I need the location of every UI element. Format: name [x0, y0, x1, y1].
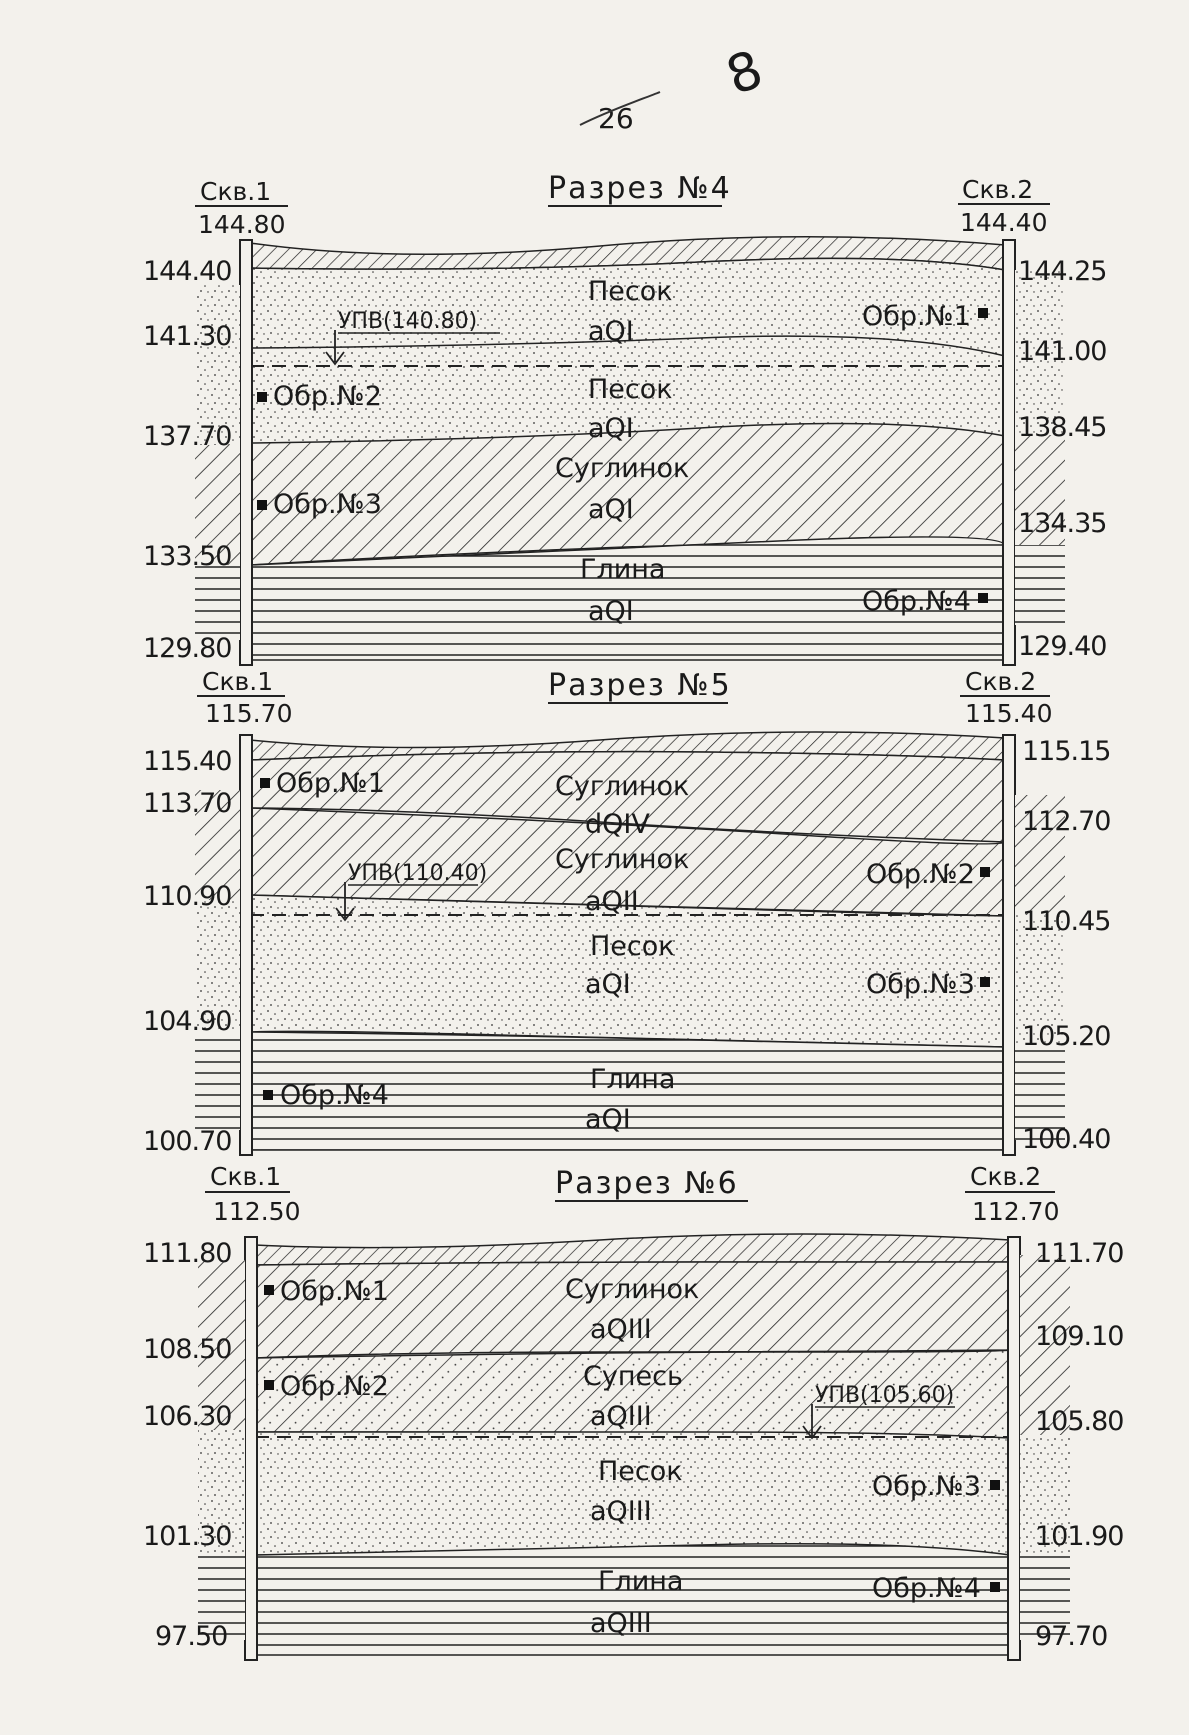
- layer-2-age: aQIII: [590, 1401, 652, 1432]
- section-6: [143, 1162, 1123, 1660]
- layer-1-age: aQIII: [590, 1314, 652, 1345]
- left-strip-clay: [195, 1030, 240, 1130]
- elev-right-3: 105.80: [1035, 1406, 1124, 1437]
- elev-left-3: 137.70: [143, 421, 232, 452]
- well-left-name: Скв.1: [202, 667, 274, 696]
- layer-3-name: Песок: [590, 931, 675, 962]
- water-table-label: УПВ(105.60): [815, 1383, 955, 1408]
- layer-2-name: Супесь: [583, 1361, 683, 1392]
- well-right-name: Скв.2: [970, 1162, 1042, 1191]
- borehole-right: [1008, 1237, 1020, 1660]
- sample-1-marker-icon: [260, 778, 270, 788]
- elev-right-5: 97.70: [1035, 1621, 1108, 1652]
- sample-2-label: Обр.№2: [280, 1371, 389, 1402]
- layer-4-name: Глина: [580, 554, 666, 585]
- elev-right-4: 105.20: [1022, 1021, 1111, 1052]
- sample-4-label: Обр.№4: [862, 586, 971, 617]
- sample-1-marker-icon: [978, 308, 988, 318]
- layer-4-age: aQI: [588, 596, 634, 627]
- borehole-right: [1003, 240, 1015, 665]
- sample-1-label: Обр.№1: [280, 1276, 389, 1307]
- sample-2-label: Обр.№2: [273, 381, 382, 412]
- sample-1-marker-icon: [264, 1285, 274, 1295]
- elev-left-1: 144.40: [143, 256, 232, 287]
- elev-right-4: 134.35: [1018, 508, 1107, 539]
- elev-left-3: 106.30: [143, 1401, 232, 1432]
- water-table-label: УПВ(110.40): [348, 861, 488, 886]
- well-right-elevation: 144.40: [960, 208, 1048, 237]
- sample-1-label: Обр.№1: [862, 301, 971, 332]
- layer-4-name: Глина: [590, 1064, 676, 1095]
- elev-left-4: 104.90: [143, 1006, 232, 1037]
- layer-3-name: Песок: [598, 1456, 683, 1487]
- well-left-name: Скв.1: [200, 177, 272, 206]
- sample-2-marker-icon: [257, 392, 267, 402]
- sample-2-marker-icon: [980, 867, 990, 877]
- layer-1-name: Песок: [588, 276, 673, 307]
- elev-right-3: 138.45: [1018, 412, 1107, 443]
- sample-4-marker-icon: [263, 1090, 273, 1100]
- sample-4-marker-icon: [990, 1582, 1000, 1592]
- elev-right-2: 109.10: [1035, 1321, 1124, 1352]
- elev-left-2: 141.30: [143, 321, 232, 352]
- left-strip-clay: [195, 565, 240, 640]
- sample-1-label: Обр.№1: [276, 768, 385, 799]
- elev-right-1: 144.25: [1018, 256, 1107, 287]
- sample-3-label: Обр.№3: [866, 969, 975, 1000]
- elev-right-2: 112.70: [1022, 806, 1111, 837]
- sample-4-label: Обр.№4: [280, 1080, 389, 1111]
- borehole-right: [1003, 735, 1015, 1155]
- sample-2-label: Обр.№2: [866, 859, 975, 890]
- layer-3-age: aQI: [585, 969, 631, 1000]
- layer-1-name: Суглинок: [555, 771, 690, 802]
- elev-left-5: 129.80: [143, 633, 232, 664]
- elev-left-2: 108.50: [143, 1334, 232, 1365]
- layer-2-name: Песок: [588, 374, 673, 405]
- layer-2-age: aQI: [588, 413, 634, 444]
- well-left-elevation: 112.50: [213, 1197, 301, 1226]
- layer-4-age: aQIII: [590, 1608, 652, 1639]
- borehole-left: [240, 735, 252, 1155]
- layer-2-age: aQII: [585, 886, 639, 917]
- sample-3-marker-icon: [980, 977, 990, 987]
- borehole-left: [240, 240, 252, 665]
- corner-mark: 8: [718, 39, 771, 108]
- topsoil: [255, 1234, 1010, 1265]
- layer-4-name: Глина: [598, 1566, 684, 1597]
- page-number: 26: [598, 102, 634, 135]
- layer-1-name: Суглинок: [565, 1274, 700, 1305]
- well-right-name: Скв.2: [962, 175, 1034, 204]
- layer-4-age: aQI: [585, 1104, 631, 1135]
- elev-left-2: 113.70: [143, 788, 232, 819]
- water-table-label: УПВ(140.80): [338, 309, 478, 334]
- elev-left-1: 111.80: [143, 1238, 232, 1269]
- elev-right-5: 100.40: [1022, 1124, 1111, 1155]
- elev-left-3: 110.90: [143, 881, 232, 912]
- borehole-left: [245, 1237, 257, 1660]
- layer-3-age: aQI: [588, 494, 634, 525]
- elev-right-1: 115.15: [1022, 736, 1111, 767]
- elev-left-1: 115.40: [143, 746, 232, 777]
- right-strip-clay: [1015, 545, 1065, 625]
- elev-right-5: 129.40: [1018, 631, 1107, 662]
- elev-left-5: 97.50: [155, 1621, 228, 1652]
- well-left-elevation: 115.70: [205, 699, 293, 728]
- well-right-elevation: 112.70: [972, 1197, 1060, 1226]
- elev-right-4: 101.90: [1035, 1521, 1124, 1552]
- elev-right-3: 110.45: [1022, 906, 1111, 937]
- layer-3-name: Суглинок: [555, 453, 690, 484]
- sample-3-label: Обр.№3: [872, 1471, 981, 1502]
- section-title: Разрез №6: [555, 1166, 739, 1201]
- section-title: Разрез №5: [548, 668, 732, 703]
- sample-3-marker-icon: [257, 500, 267, 510]
- section-title: Разрез №4: [548, 171, 732, 206]
- well-right-name: Скв.2: [965, 667, 1037, 696]
- sample-2-marker-icon: [264, 1380, 274, 1390]
- section-5: [143, 667, 1110, 1157]
- sample-4-label: Обр.№4: [872, 1573, 981, 1604]
- well-left-name: Скв.1: [210, 1162, 282, 1191]
- elev-left-5: 100.70: [143, 1126, 232, 1157]
- well-right-elevation: 115.40: [965, 699, 1053, 728]
- layer-1-age: dQIV: [585, 809, 650, 840]
- well-left-elevation: 144.80: [198, 210, 286, 239]
- layer-3-age: aQIII: [590, 1496, 652, 1527]
- elev-left-4: 133.50: [143, 541, 232, 572]
- section-4: [143, 171, 1106, 665]
- sample-3-label: Обр.№3: [273, 489, 382, 520]
- elev-left-4: 101.30: [143, 1521, 232, 1552]
- layer-1-age: aQI: [588, 316, 634, 347]
- sample-3-marker-icon: [990, 1480, 1000, 1490]
- elev-right-2: 141.00: [1018, 336, 1107, 367]
- layer-2-name: Суглинок: [555, 844, 690, 875]
- sample-4-marker-icon: [978, 593, 988, 603]
- elev-right-1: 111.70: [1035, 1238, 1124, 1269]
